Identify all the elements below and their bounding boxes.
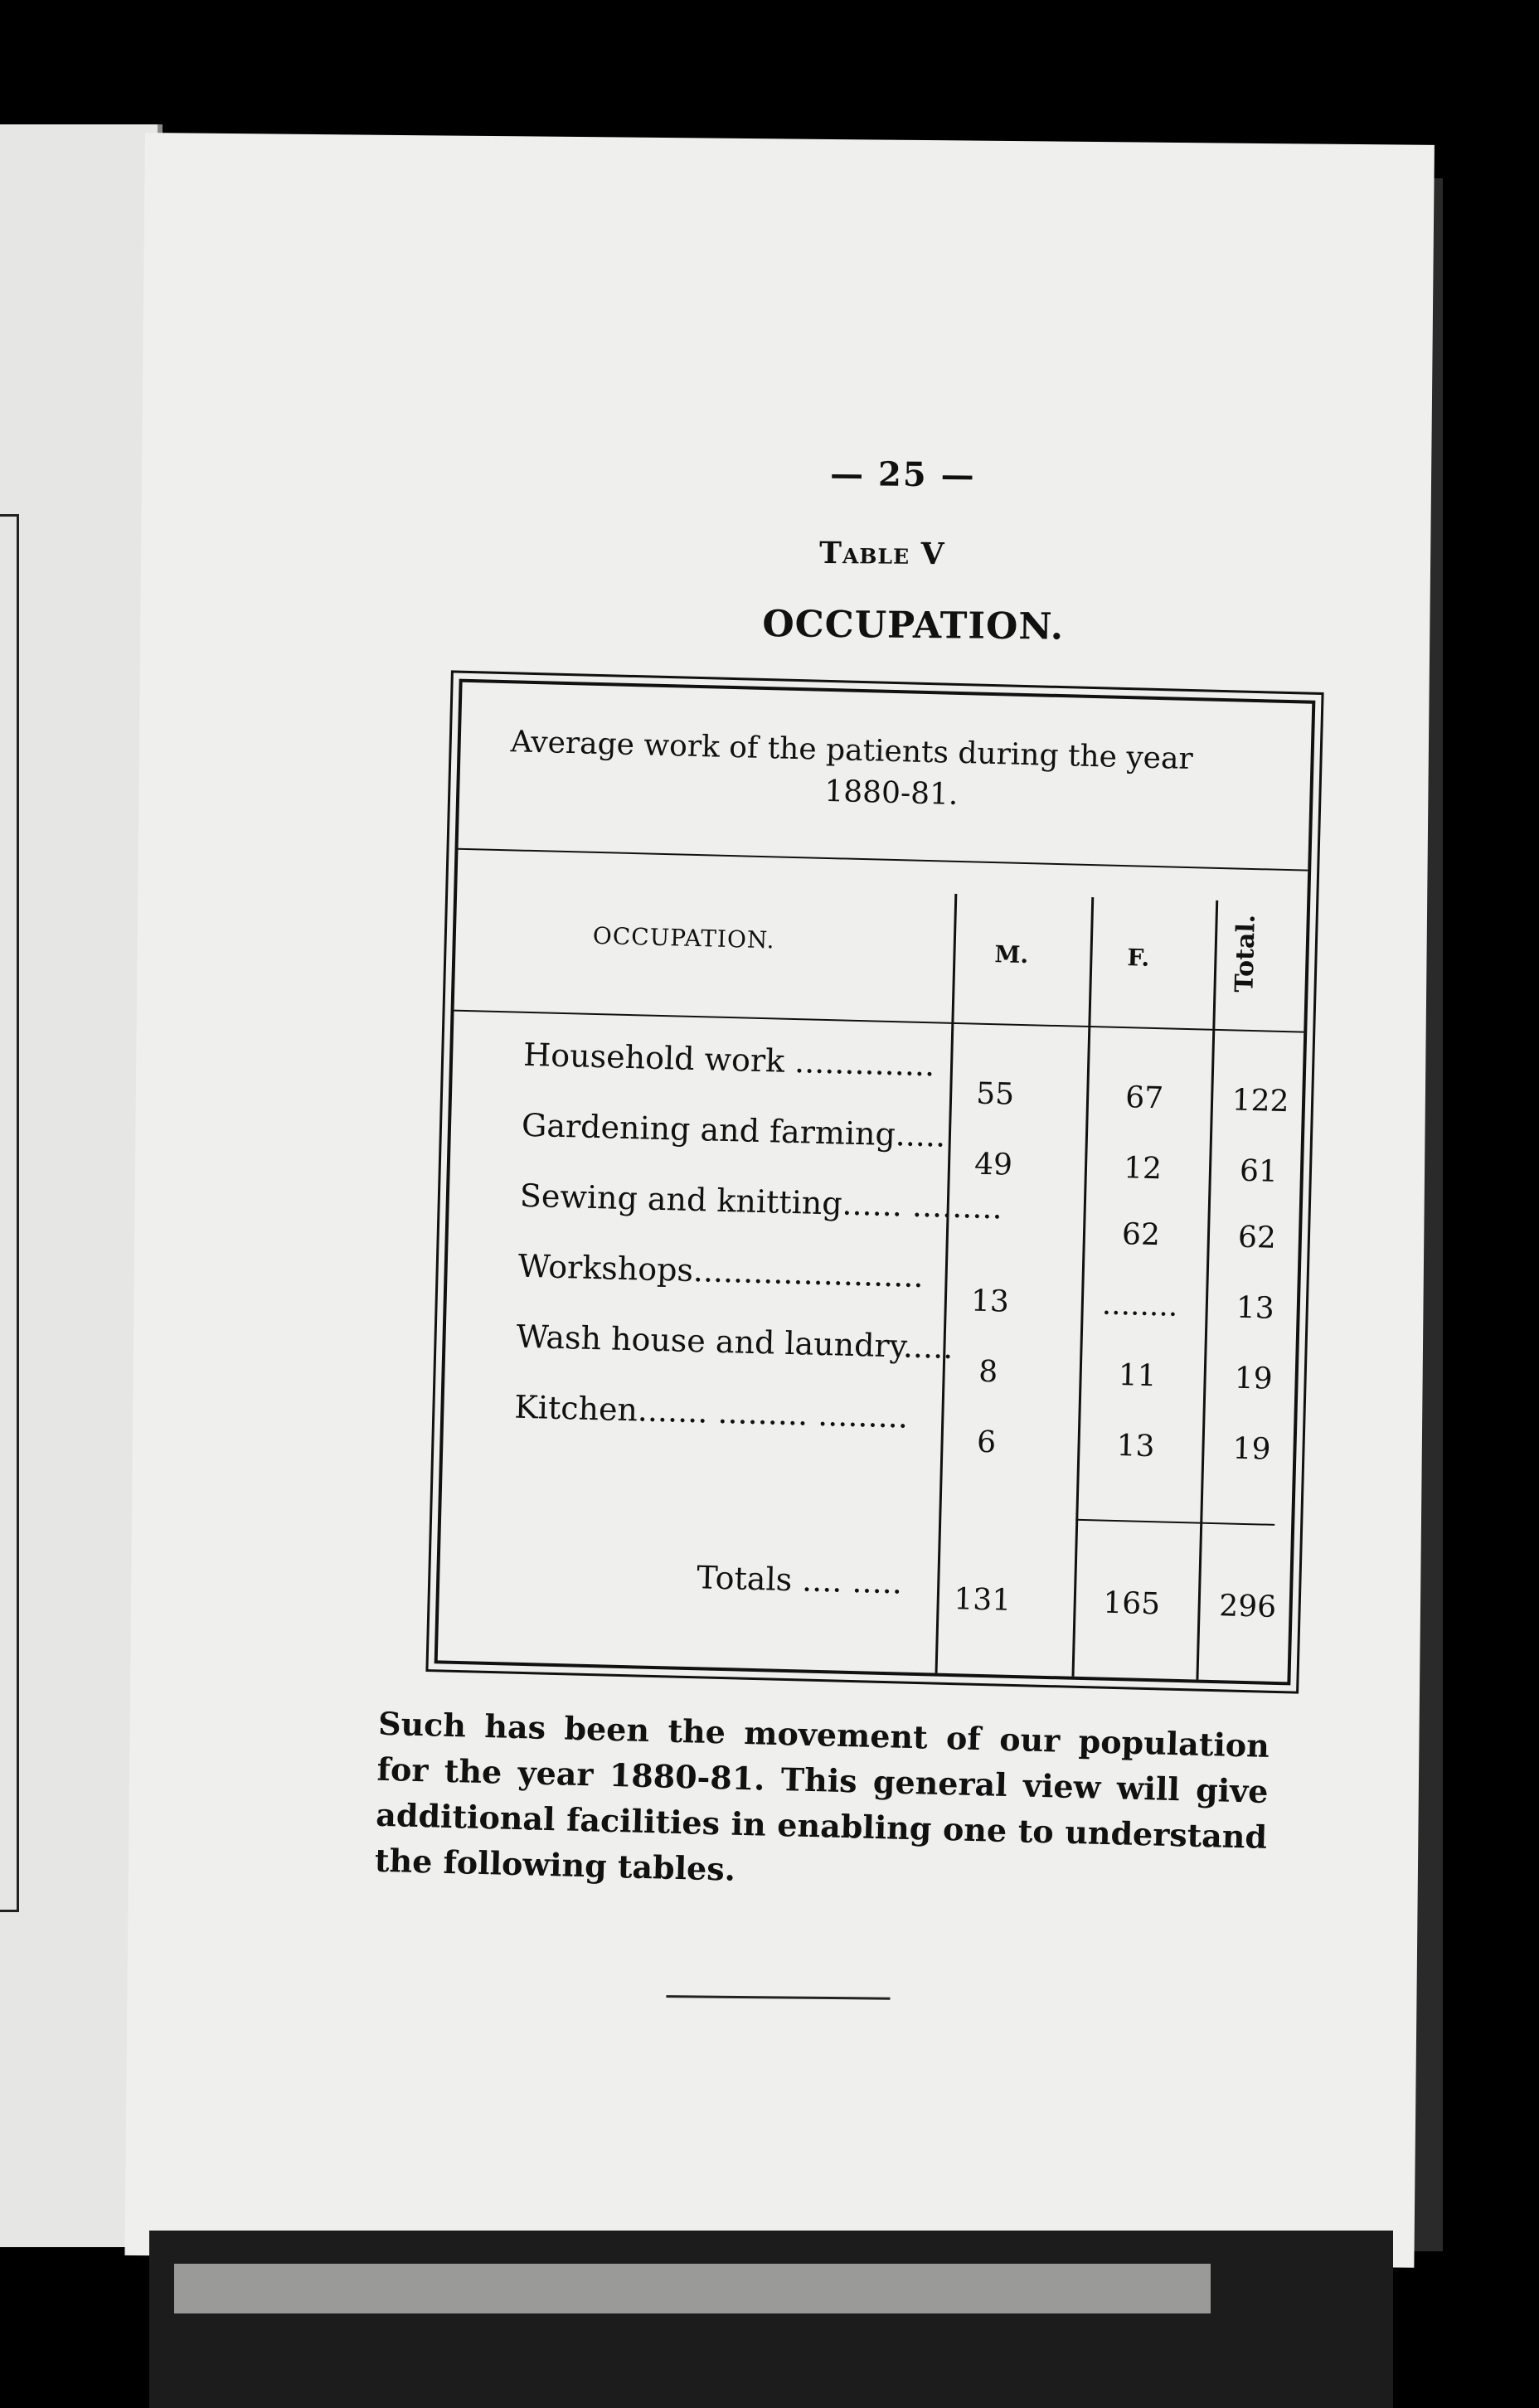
cell-total: 61 [1239, 1153, 1279, 1189]
row-label: Kitchen....... ......... ......... [513, 1388, 909, 1435]
cell-m: 6 [976, 1425, 997, 1460]
cell-f: 12 [1123, 1151, 1163, 1187]
page-bottom-strip [174, 2264, 1211, 2313]
totals-rule [1075, 1519, 1274, 1526]
cell-m: 55 [975, 1076, 1015, 1112]
cell-f: ........ [1101, 1287, 1178, 1323]
cell-m: 49 [973, 1147, 1013, 1182]
scan-bottom-edge [149, 2231, 1393, 2408]
row-label: Wash house and laundry..... [516, 1318, 954, 1366]
table-caption: Average work of the patients during the year [510, 725, 1194, 777]
header-male: M. [994, 940, 1029, 969]
header-total: Total. [1230, 914, 1261, 993]
section-rule [666, 1995, 890, 2000]
total-grand: 296 [1218, 1589, 1277, 1624]
table-caption-year: 1880-81. [823, 774, 959, 812]
cell-f: 62 [1121, 1217, 1161, 1253]
cell-f: 67 [1124, 1080, 1164, 1116]
row-label: Gardening and farming..... [521, 1106, 946, 1154]
cell-f: 13 [1116, 1429, 1155, 1464]
column-divider-total [1196, 901, 1218, 1680]
header-occupation: OCCUPATION. [592, 921, 775, 954]
page-number: — 25 — [829, 454, 976, 495]
section-title: OCCUPATION. [762, 603, 1065, 648]
cell-total: 19 [1234, 1361, 1274, 1396]
cell-total: 122 [1231, 1083, 1289, 1119]
table-label: Table V [818, 535, 945, 572]
row-label: Household work .............. [522, 1036, 935, 1084]
cell-total: 19 [1232, 1431, 1271, 1467]
occupation-table [435, 679, 1316, 1686]
total-m: 131 [953, 1582, 1012, 1618]
cell-m: 8 [978, 1354, 998, 1390]
cell-f: 11 [1118, 1358, 1158, 1394]
row-label: Workshops....................... [517, 1247, 925, 1295]
header-female: F. [1127, 944, 1150, 972]
column-divider-f [1071, 897, 1094, 1677]
totals-label: Totals .... ..... [696, 1559, 903, 1601]
row-label: Sewing and knitting...... ......... [519, 1177, 1003, 1226]
total-f: 165 [1102, 1585, 1161, 1622]
book-page [124, 133, 1435, 2268]
body-paragraph: Such has been the movement of our population for the year 1880-81. This general view will give additional facilities in enabling one to understand the following tables. [374, 1704, 1270, 1888]
left-page-table-edge [0, 514, 19, 1912]
header-top-rule [458, 848, 1308, 871]
header-bottom-rule [454, 1010, 1304, 1033]
cell-total: 62 [1237, 1220, 1277, 1255]
cell-m: 13 [970, 1284, 1010, 1319]
cell-total: 13 [1236, 1290, 1275, 1326]
